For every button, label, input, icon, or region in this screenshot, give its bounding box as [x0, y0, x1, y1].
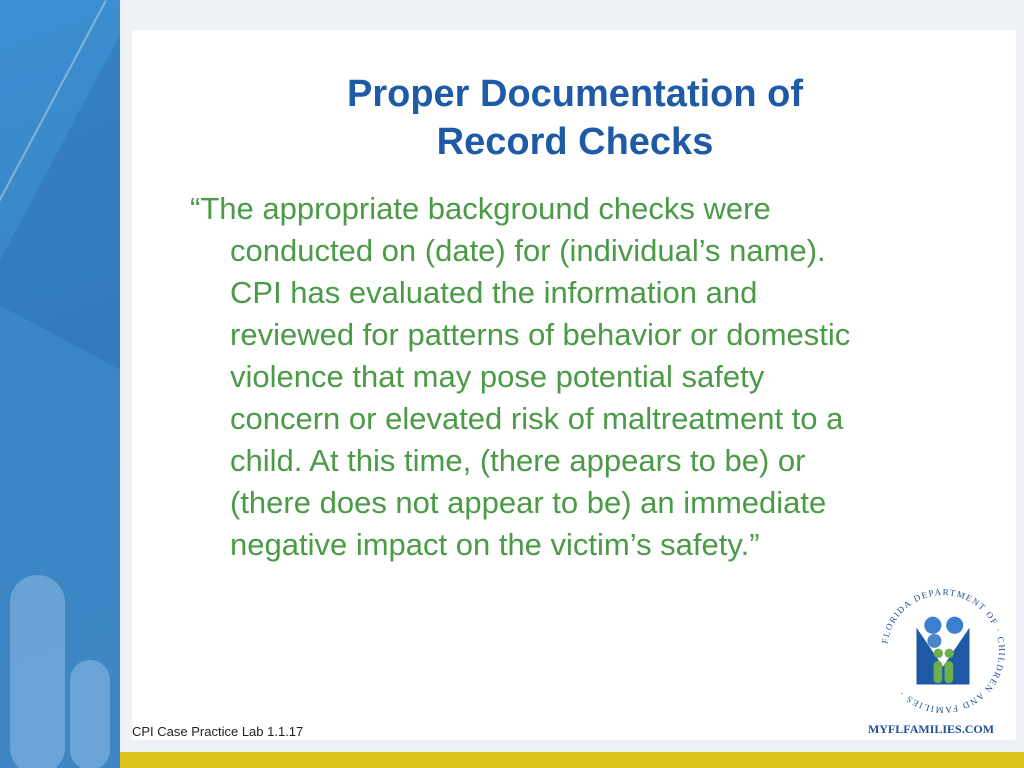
svg-text:FLORIDA DEPARTMENT OF · CHILDR	[879, 587, 1007, 715]
logo-ring-text: FLORIDA DEPARTMENT OF · CHILDREN AND FAMILIES ·	[879, 586, 1008, 716]
logo-url: MYFLFAMILIES.COM	[867, 722, 995, 736]
title-line-1: Proper Documentation of	[346, 73, 804, 115]
slide-footer: CPI Case Practice Lab 1.1.17	[132, 724, 304, 739]
slide-title	[200, 70, 950, 166]
child-silhouette	[70, 660, 110, 768]
slide-body-quote: “The appropriate background checks were conducted on (date) for (individual’s name). CPI has evaluated the information and reviewed for patterns of behavior or domestic violence that may pose potential safety concern or elevated risk of maltreatment to a child. At this time, (there appears to be) or (there does not appear to be) an immediate negative impact on the victim’s safety.”	[190, 191, 851, 562]
title-line-2: Record Checks	[436, 121, 714, 163]
accent-bar	[120, 752, 1024, 768]
decorative-side-panel	[0, 0, 120, 768]
dcf-logo	[874, 583, 1012, 718]
adult-silhouette	[10, 575, 65, 768]
